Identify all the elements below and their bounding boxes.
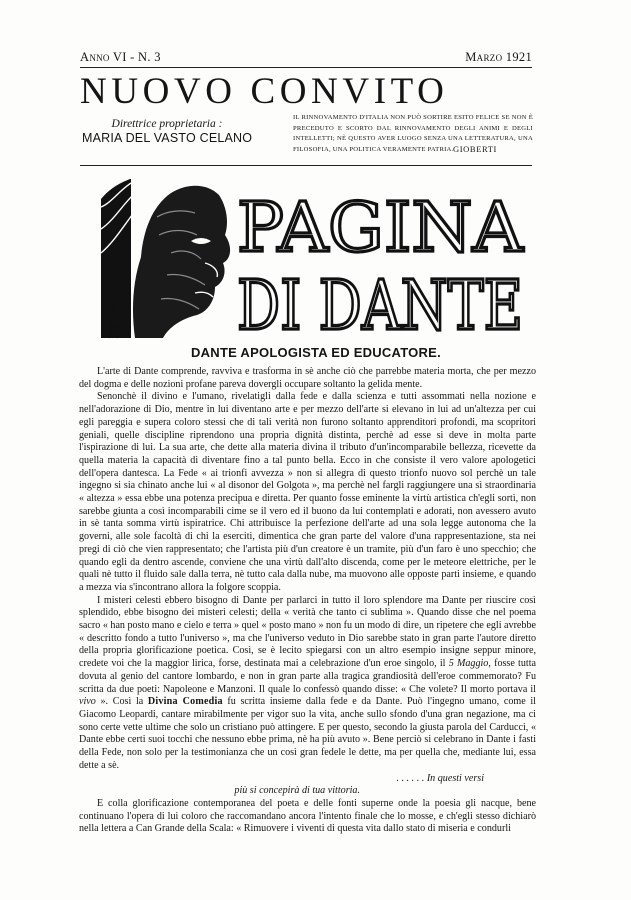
article-title: DANTE APOLOGISTA ED EDUCATORE. — [191, 345, 441, 360]
paragraph-2: Senonchè il divino e l'umano, rivelatigli dalla fede e dalla scienza e tutti assommati nella nozione e nell'adorazione di Dio, mentre in lui diventano arte e per mezzo dell'arte si elevano in lui ad un'altezza per cui egli pareggia e supera coloro stessi che di tali verità non furono soltanto apprenditori profondi, ma scopritori geniali, quelle discipline riprendono una propria dignità distinta, perchè ad esse si deve in molta parte l'ispirazione di lui. La sua arte, che dette alla materia divina il tributo d'un'incomparabile bellezza, ricevette da quella materia la capacità di diventare fino a tal punto bella. Ecco in che consiste il vero valore apologetici dell'opera dantesca. La Fede « ai trionfi avvezza » non si allegra di questo trionfo nuovo sol perchè un tale ingegno si sia chinato anche lui « al disonor del Golgota », ma perchè nel fargli raggiungere una sì straordinaria « altezza » essa ebbe una potenza precipua e diretta. Per quanto fosse eminente la virtù artistica ch'egli sortì, non sarebbe giunta a così incomparabili cime se il vero ed il buono da lui contemplati e adorati, non avessero avuto in sè tanta somma virtù ispiratrice. Chi attribuisce la perfezione dell'arte ad una sola legge autonoma che la governi, alle sole facoltà di chi la eserciti, dimentica che gran parte del valore d'una rappresentazione, sta nei pregi di ciò che vien rappresentato; che l'artista più d'un creatore è un tramite, più d'un faro è uno specchio; che quando egli da dentro ascende, conviene che una virtù dall'alto discenda, come per le meteore elettriche, per le quali nè tutto il fluido sale dalla terra, nè tutto cala dalla nube, ma muovono alle opposte parti insieme, e quando a mezza via s'incontrano allora la folgore scoppia. — [79, 391, 536, 593]
paragraph-3-part-g: fu scritta insieme dalla fede e da Dante. Può l'ingegno umano, come il Giacomo Leopardi, cantare mirabilmente per vigor suo la vita, anche sullo sfondo d'una gran negazione, ma ci sono certe vette ultime che solo un cristiano può attingere. E per questo, secondo la giusta parola del Carducci, « Dante ebbe certi suoi tocchi che nessuno ebbe prima, nè ha più avuto ». Bene perciò si celebrano in Dante i fasti della Fede, non solo per la testimonianza che un così gran fedele le dette, ma per quella che, mediante lui, essa dette a sè. — [79, 696, 536, 771]
epigraph: IL RINNOVAMENTO D'ITALIA NON PUÒ SORTIRE ESITO FELICE SE NON È PRECEDUTO E SCORTO DAL RINNOVAMENTO DEGLI ANIMI E DEGLI INTELLETTI; NÈ QUESTO AVER LUOGO SENZA UNA LETTERATURA, UNA FILOSOFIA, UNA POLITICA VERAMENTE PATRIA. — [293, 114, 533, 153]
masthead-title: NUOVO CONVITO — [80, 71, 449, 112]
article-body — [79, 366, 536, 836]
paragraph-4: E colla glorificazione contemporanea del poeta e delle fonti superne onde la poesia gli nacque, bene continuano l'opera di lui coloro che raccomandano ancora l'intento finale che lo mosse, e ch'egli stesso dichiarò nella lettera a Can Grande della Scala: « Rimuovere i viventi di questa vita dallo stato di miseria e condurli — [79, 797, 536, 835]
artist-monogram: AB — [105, 322, 118, 332]
epigraph-author: GIOBERTI — [453, 144, 497, 154]
banner-line-1: PAGINA — [237, 189, 524, 268]
director-name: MARIA DEL VASTO CELANO — [82, 131, 253, 145]
cinque-maggio-title: 5 Maggio — [448, 658, 489, 670]
top-rule — [80, 67, 532, 68]
issue-date: Marzo 1921 — [465, 50, 532, 64]
paragraph-1: L'arte di Dante comprende, ravviva e trasforma in sè anche ciò che parrebbe materia morta, che per mezzo del dogma e delle nozioni profane pareva dovergli occupare soltanto la gelida mente. — [79, 366, 536, 390]
banner-line-2: DI DANTE — [237, 267, 523, 346]
vivo-word: vivo — [79, 696, 96, 708]
dante-banner — [101, 177, 528, 346]
dante-portrait-illustration — [101, 177, 233, 338]
masthead-rule — [80, 165, 532, 166]
pagina-di-dante-lettering — [237, 189, 524, 346]
paragraph-3 — [79, 595, 536, 773]
issue-header — [80, 50, 532, 66]
verse-quote-line-2: più si concepirà di tua vittoria. — [234, 785, 360, 797]
paragraph-3-part-a: I misteri celesti ebbero bisogno di Dante per parlarci in tutto il loro splendore ma Dante per riuscire così splendido, ebbe bisogno dei misteri celesti; della « verità che tanto ci sublima ». Quando disse che nel poema sacro « han posto mano e cielo e terra » quel « posto mano » non fu un modo di dire, un ripetere che egli avrebbe « descritto fondo a tutto l'universo », ma che l'universo veduto in Dio sarebbe stato in gran parte l'autore diretto della propria glorificazione poetica. Così, se è lecito spiegarsi con un altro esempio insigne seppur minore, credete voi che la maggior lirica, forse, destinata mai a celebrazione d'un eroe singolo, il — [79, 594, 536, 670]
paragraph-3-part-e: ». Così la — [95, 696, 148, 708]
divina-comedia-title: Divina Comedia — [147, 696, 223, 708]
issue-number: Anno VI - N. 3 — [80, 50, 161, 64]
paragraph-3-part-c: , fosse tutta dovuta al genio del cantore lombardo, e non in gran parte alla tragica grandiosità dell'eroe commemorato? Fu scritta da due poeti: Napoleone e Manzoni. Il quale lo confessò quando disse: « Che volete? Il morto portava il — [79, 658, 536, 695]
verse-quote-line-1: . . . . . . In questi versi — [396, 772, 484, 784]
director-label: Direttrice proprietaria : — [111, 118, 223, 130]
